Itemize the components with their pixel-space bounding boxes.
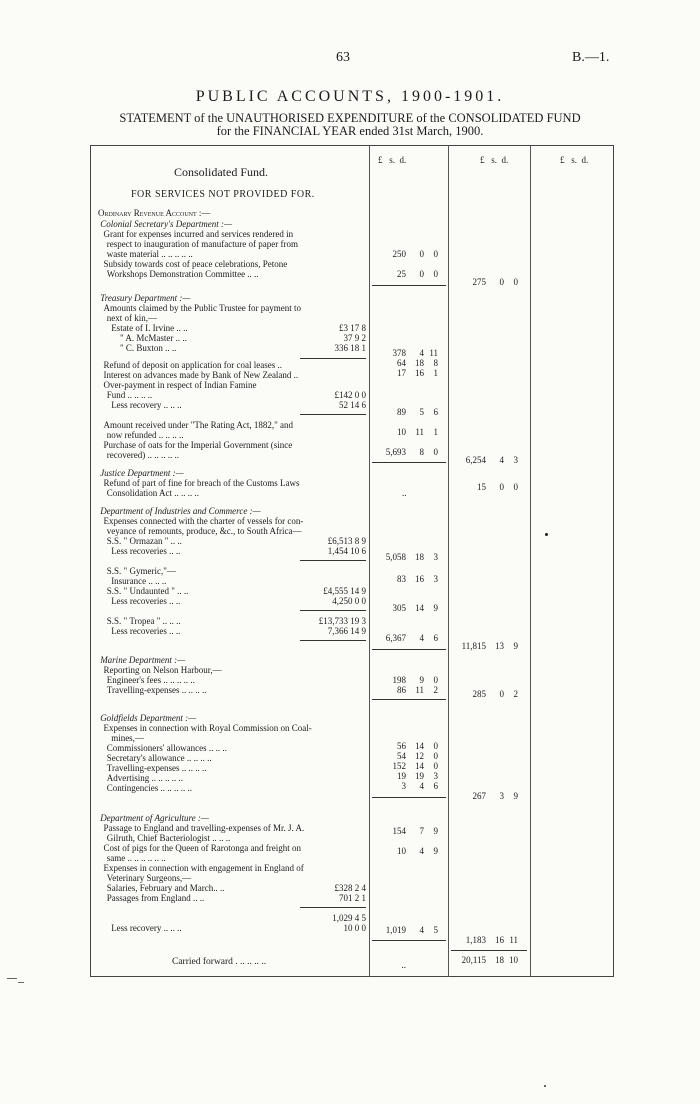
pence-value: 1 (433, 427, 438, 437)
pence-value: 8 (433, 358, 438, 368)
pounds-value: 64 (397, 358, 406, 368)
shillings-value: 4 (419, 846, 424, 856)
line-item-text: Travelling-expenses .. .. .. .. (106, 685, 207, 695)
line-item-subamount: 7,366 14 9 (327, 626, 366, 636)
pounds-value: 86 (397, 685, 406, 695)
pounds-value: 10 (397, 846, 406, 856)
pence-value: 1 (433, 368, 438, 378)
line-item-text: Amounts claimed by the Public Trustee for payment to (103, 303, 301, 313)
pounds-value: 54 (397, 751, 406, 761)
pence-value: 3 (433, 574, 438, 584)
scan-mark (7, 978, 17, 979)
pence-value: 9 (513, 641, 518, 651)
line-item-text: Treasury Department :— (100, 293, 191, 303)
line-item-subamount: 4,250 0 0 (332, 596, 366, 606)
shillings-value: 16 (495, 935, 504, 945)
line-item-text: Advertising .. .. .. .. .. (106, 773, 184, 783)
line-item-text: Veterinary Surgeons,— (106, 873, 192, 883)
pounds-value: .. (401, 960, 406, 970)
pounds-value: 275 (472, 277, 486, 287)
shillings-value: 11 (415, 685, 424, 695)
rule (300, 414, 366, 415)
line-item-text: Justice Department :— (100, 468, 184, 478)
pounds-value: 250 (392, 249, 406, 259)
line-item-text: waste material .. .. .. .. .. (106, 249, 193, 259)
line-item-text: Estate of I. Irvine .. .. (111, 323, 188, 333)
col2-shilling-header: s. (491, 155, 498, 165)
line-item-text: Expenses in connection with Royal Commission on Coal- (103, 723, 312, 733)
line-item-text: Department of Industries and Commerce :— (100, 506, 261, 516)
rule (372, 797, 446, 798)
page-number: 63 (336, 50, 350, 65)
shillings-value: 5 (419, 407, 424, 417)
line-item-text: same .. .. .. .. .. .. (106, 853, 166, 863)
rule (300, 640, 366, 641)
shillings-value: 4 (419, 781, 424, 791)
line-item-text: Fund .. .. .. .. (106, 390, 153, 400)
line-item-subamount: £142 0 0 (334, 390, 366, 400)
line-item-subamount: 1,454 10 6 (327, 546, 366, 556)
pence-value: 9 (513, 791, 518, 801)
col2-pound-header: £ (480, 155, 485, 165)
line-item-text: S.S. " Ormazan " .. .. (106, 536, 182, 546)
pence-value: 2 (513, 689, 518, 699)
shillings-value: 16 (415, 574, 424, 584)
pounds-value: 6,254 (465, 455, 486, 465)
line-item-text: " C. Buxton .. .. (120, 343, 177, 353)
carried-forward-label: Carried forward . .. .. .. .. (172, 957, 267, 967)
line-item-text: Travelling-expenses .. .. .. .. (106, 763, 207, 773)
rule (451, 950, 527, 951)
shillings-value: 14 (415, 741, 424, 751)
pence-value: 0 (433, 675, 438, 685)
line-item-text: Refund of deposit on application for coal leases .. (103, 360, 282, 370)
line-item-text: Less recovery .. .. .. (111, 923, 182, 933)
shillings-value: 14 (415, 761, 424, 771)
line-item-subamount: 10 0 0 (343, 923, 366, 933)
col1-pound-header: £ (378, 155, 383, 165)
line-item-text: Commissioners' allowances .. .. .. (106, 743, 227, 753)
scan-mark (18, 982, 24, 983)
shillings-value: 9 (419, 675, 424, 685)
rule (300, 907, 366, 908)
line-item-text: Insurance .. .. .. (111, 576, 167, 586)
line-item-subamount: 701 2 1 (339, 893, 366, 903)
pounds-value: 305 (392, 603, 406, 613)
shillings-value: 0 (419, 269, 424, 279)
line-item-text: Colonial Secretary's Department :— (100, 219, 233, 229)
pence-value: 0 (433, 249, 438, 259)
shillings-value: 4 (499, 455, 504, 465)
shillings-value: 18 (495, 955, 504, 965)
line-item-subamount: £6,513 8 9 (327, 536, 366, 546)
line-item-text: Ordinary Revenue Account :— (98, 208, 211, 218)
pence-value: 6 (433, 781, 438, 791)
pence-value: 6 (433, 407, 438, 417)
col2-pence-header: d. (501, 155, 509, 165)
line-item-subamount: £328 2 4 (334, 883, 366, 893)
pounds-value: 20,115 (461, 955, 486, 965)
rule (372, 699, 446, 700)
pence-value: 3 (513, 455, 518, 465)
pounds-value: 1,183 (465, 935, 486, 945)
col3-pence-header: d. (581, 155, 589, 165)
scan-dot (545, 533, 548, 536)
fund-title: Consolidated Fund. (174, 165, 269, 179)
line-item-text: Over-payment in respect of Indian Famine (103, 380, 257, 390)
shillings-value: 11 (415, 427, 424, 437)
line-item-text: Consolidation Act .. .. .. .. (106, 488, 200, 498)
shillings-value: 19 (415, 771, 424, 781)
line-item-subamount: 37 9 2 (343, 333, 366, 343)
col3-header (560, 155, 588, 165)
col1-header (378, 155, 406, 165)
column-divider-2 (448, 145, 449, 977)
rule (300, 610, 366, 611)
column1-leader-dots: .. (402, 488, 407, 498)
line-item-text: Salaries, February and March.. .. (106, 883, 225, 893)
pence-value: 9 (433, 846, 438, 856)
pence-value: 10 (509, 955, 518, 965)
pence-value: 0 (433, 741, 438, 751)
pounds-value: 56 (397, 741, 406, 751)
line-item-text: S.S. " Gymeric,"— (106, 566, 176, 576)
pounds-value: 17 (397, 368, 406, 378)
line-item-text: " A. McMaster .. .. (120, 333, 187, 343)
pounds-value: 15 (477, 482, 486, 492)
line-item-text: Goldfields Department :— (100, 713, 197, 723)
line-item-text: veyance of remounts, produce, &c., to South Africa— (106, 526, 302, 536)
shillings-value: 13 (495, 641, 504, 651)
pounds-value: 89 (397, 407, 406, 417)
pence-value: 11 (509, 935, 518, 945)
pounds-value: 83 (397, 574, 406, 584)
line-item-text: Purchase of oats for the Imperial Government (since (103, 440, 293, 450)
pence-value: 9 (433, 826, 438, 836)
rule (372, 649, 446, 650)
rule (372, 285, 446, 286)
shillings-value: 14 (415, 603, 424, 613)
line-item-text: Department of Agriculture :— (100, 813, 209, 823)
line-item-text: Refund of part of fine for breach of the Customs Laws (103, 478, 300, 488)
pence-value: 11 (429, 348, 438, 358)
line-item-text: Workshops Demonstration Committee .. .. (106, 269, 259, 279)
shillings-value: 0 (499, 689, 504, 699)
subtotal-amount: 1,029 4 5 (332, 913, 366, 923)
shillings-value: 0 (499, 277, 504, 287)
pounds-value: 5,693 (385, 447, 406, 457)
line-item-text: Engineer's fees .. .. .. .. .. (106, 675, 195, 685)
pounds-value: 25 (397, 269, 406, 279)
rule (372, 462, 446, 463)
pence-value: 2 (433, 685, 438, 695)
line-item-text: Cost of pigs for the Queen of Rarotonga and freight on (103, 843, 301, 853)
line-item-text: Secretary's allowance .. .. .. .. (106, 753, 212, 763)
line-item-text: Contingencies .. .. .. .. .. (106, 783, 193, 793)
line-item-text: S.S. " Tropea " .. .. .. (106, 616, 181, 626)
shillings-value: 3 (499, 791, 504, 801)
pounds-value: 19 (397, 771, 406, 781)
page-title: PUBLIC ACCOUNTS, 1900-1901. (195, 88, 505, 105)
line-item-text: mines,— (111, 733, 144, 743)
line-item-text: next of kin,— (106, 313, 158, 323)
line-item-text: Less recoveries .. .. (111, 596, 181, 606)
line-item-subamount: £3 17 8 (339, 323, 366, 333)
col3-pound-header: £ (560, 155, 565, 165)
col2-header (480, 155, 508, 165)
pounds-value: 11,815 (461, 641, 486, 651)
scan-dot (544, 1085, 546, 1087)
line-item-text: Less recovery .. .. .. (111, 400, 182, 410)
line-item-text: respect to inauguration of manufacture of paper from (106, 239, 298, 249)
pence-value: 0 (433, 269, 438, 279)
shillings-value: 0 (419, 249, 424, 259)
pounds-value: 5,058 (385, 552, 406, 562)
pounds-value: 1,019 (385, 925, 406, 935)
shillings-value: 4 (419, 633, 424, 643)
pence-value: 6 (433, 633, 438, 643)
shillings-value: 18 (415, 358, 424, 368)
pence-value: 0 (433, 447, 438, 457)
statement-heading-line-1: STATEMENT of the UNAUTHORISED EXPENDITURE of the CONSOLIDATED FUND (119, 111, 581, 125)
pence-value: 0 (513, 482, 518, 492)
line-item-text: recovered) .. .. .. .. .. (106, 450, 180, 460)
pounds-value: 198 (392, 675, 406, 685)
line-item-text: Less recoveries .. .. (111, 546, 181, 556)
pence-value: 5 (433, 925, 438, 935)
line-item-text: Grant for expenses incurred and services rendered in (103, 229, 294, 239)
column-divider-1 (369, 145, 370, 977)
shillings-value: 12 (415, 751, 424, 761)
line-item-text: Passages from England .. .. (106, 893, 205, 903)
line-item-text: Reporting on Nelson Harbour,— (103, 665, 222, 675)
pence-value: 3 (433, 552, 438, 562)
line-item-text: Less recoveries .. .. (111, 626, 181, 636)
pence-value: 0 (433, 761, 438, 771)
rule (372, 940, 446, 941)
pounds-value: 267 (472, 791, 486, 801)
shillings-value: 16 (415, 368, 424, 378)
line-item-text: Marine Department :— (100, 655, 186, 665)
line-item-text: Expenses in connection with engagement in England of (103, 863, 304, 873)
pence-value: 0 (513, 277, 518, 287)
pounds-value: 3 (401, 781, 406, 791)
pounds-value: 285 (472, 689, 486, 699)
col1-shilling-header: s. (389, 155, 396, 165)
pounds-value: 378 (392, 348, 406, 358)
document-reference: B.—1. (572, 50, 610, 65)
pounds-value: 154 (392, 826, 406, 836)
pence-value: 9 (433, 603, 438, 613)
shillings-value: 8 (419, 447, 424, 457)
line-item-text: Subsidy towards cost of peace celebrations, Petone (103, 259, 288, 269)
line-item-text: Gilruth, Chief Bacteriologist .. .. .. (106, 833, 231, 843)
line-item-subamount: £4,555 14 9 (323, 586, 366, 596)
pence-value: 0 (433, 751, 438, 761)
rule (300, 358, 366, 359)
col1-pence-header: d. (399, 155, 407, 165)
column-divider-3 (530, 145, 531, 977)
line-item-text: Expenses connected with the charter of vessels for con- (103, 516, 304, 526)
pence-value: 3 (433, 771, 438, 781)
shillings-value: 7 (419, 826, 424, 836)
line-item-text: Interest on advances made by Bank of New Zealand .. (103, 370, 299, 380)
shillings-value: 4 (419, 348, 424, 358)
line-item-subamount: £13,733 19 3 (318, 616, 366, 626)
line-item-subamount: 336 18 1 (334, 343, 366, 353)
rule (300, 560, 366, 561)
pounds-value: 152 (392, 761, 406, 771)
col3-shilling-header: s. (571, 155, 578, 165)
fund-subtitle: FOR SERVICES NOT PROVIDED FOR. (131, 189, 315, 200)
line-item-subamount: 52 14 6 (339, 400, 366, 410)
shillings-value: 18 (415, 552, 424, 562)
line-item-text: Passage to England and travelling-expenses of Mr. J. A. (103, 823, 305, 833)
line-item-text: now refunded .. .. .. .. (106, 430, 184, 440)
pounds-value: 10 (397, 427, 406, 437)
shillings-value: 4 (419, 925, 424, 935)
shillings-value: 0 (499, 482, 504, 492)
line-item-text: Amount received under "The Rating Act, 1882," and (103, 420, 294, 430)
pounds-value: 6,367 (385, 633, 406, 643)
line-item-text: S.S. " Undaunted " .. .. (106, 586, 189, 596)
statement-heading-line-2: for the FINANCIAL YEAR ended 31st March, 1900. (216, 124, 484, 138)
